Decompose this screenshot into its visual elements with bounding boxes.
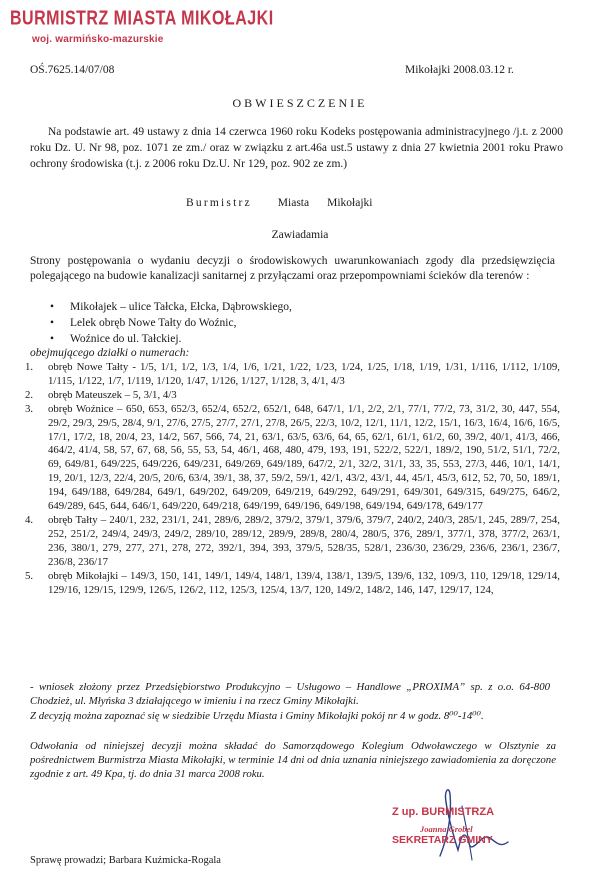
list-number: 4. bbox=[25, 513, 34, 526]
list-number: 2. bbox=[25, 388, 34, 401]
office-stamp-title: BURMISTRZ MIASTA MIKOŁAJKI bbox=[10, 8, 274, 30]
list-item bbox=[20, 389, 560, 403]
plots-list bbox=[20, 361, 560, 597]
list-item bbox=[20, 570, 560, 598]
plot-text: obręb Nowe Tałty - 1/5, 1/1, 1/2, 1/3, 1/4, 1/6, 1/21, 1/22, 1/23, 1/24, 1/25, 1/18, 1/19, 1/31, 1/116, 1/112, 1/109, 1/115, 1/122, 1/7, 1/119, 1/120, 1/47, 1/126, 1/127, 1/128, 3, 4/1, 4/3 bbox=[48, 361, 560, 387]
signature-stamp-name: Joanna Grobel bbox=[420, 824, 473, 834]
plot-text: obręb Mikołajki – 149/3, 150, 141, 149/1, 149/4, 148/1, 139/4, 138/1, 139/5, 139/6, 132, 109/3, 110, 129/18, 129/14, 129/16, 129/15, 129/9, 126/5, 126/2, 112, 125/3, 125/4, 13/7, 120, 149/2, 148/2, 146, 147, 129/17, 124, bbox=[48, 569, 560, 596]
reference-number: OŚ.7625.14/07/08 bbox=[30, 64, 115, 76]
issuer-word-miasta: Miasta bbox=[277, 197, 310, 209]
application-note: - wniosek złożony przez Przedsiębiorstwo Produkcyjno – Usługowo – Handlowe „PROXIMA” sp. z o.o. 64-800 Chodzież, ul. Młyńska 3 działającego w imieniu i na rzecz Gminy Mikołajki. bbox=[30, 681, 550, 707]
list-number: 1. bbox=[25, 361, 34, 373]
issuer-word-burmistrz: Burmistrz bbox=[186, 197, 252, 209]
list-item: • Woźnice do ul. Tałckiej. bbox=[52, 331, 292, 347]
legal-basis-paragraph: Na podstawie art. 49 ustawy z dnia 14 czerwca 1960 roku Kodeks postępowania administracyjnego /j.t. z 2000 roku Dz. U. Nr 98, poz. 1071 ze zm./ oraz w związku z art.46a ust.5 ustawy z dnia 27 kwietnia 2001 roku Prawo ochrony środowiska (t.j. z 2006 roku Dz.U. Nr 129, poz. 902 ze zm.) bbox=[30, 126, 563, 170]
clerk-line: Sprawę prowadzi; Barbara Kuźmicka-Rogala bbox=[30, 855, 221, 866]
plots-intro: obejmującego działki o numerach: bbox=[30, 347, 190, 359]
issuer-word-mikolajki: Mikołajki bbox=[327, 197, 373, 209]
appeal-note: Odwołania od niniejszej decyzji można składać do Samorządowego Kolegium Odwoławczego w Olsztynie za pośrednictwem Burmistrza Miasta Mikołajki, w terminie 14 dni od dnia uznania niniejszego zawiadomienia za doręczone zgodnie z art. 49 Kpa, tj. do dnia 31 marca 2008 roku. bbox=[30, 740, 556, 780]
list-item bbox=[20, 361, 560, 389]
areas-list bbox=[52, 299, 292, 347]
list-item bbox=[20, 403, 560, 514]
plot-text: obręb Mateuszek – 5, 3/1, 4/3 bbox=[48, 388, 177, 401]
office-stamp-region: woj. warmińsko-mazurskie bbox=[32, 34, 164, 45]
parties-paragraph: Strony postępowania o wydaniu decyzji o środowiskowych uwarunkowaniach zgody dla przedsięwzięcia polegającego na budowie kanalizacji sanitarnej z przyłączami oraz przepompowniami ścieków dla terenów : bbox=[30, 255, 555, 282]
signature-stamp bbox=[380, 806, 494, 846]
list-number: 3. bbox=[25, 402, 34, 415]
place-and-date: Mikołajki 2008.03.12 r. bbox=[405, 64, 514, 76]
plot-text: obręb Tałty – 240/1, 232, 231/1, 241, 289/6, 289/2, 379/2, 379/1, 379/6, 379/7, 240/2, 240/3, 285/1, 245, 289/7, 254, 252, 251/2, 249/4, 249/3, 249/2, 289/10, 289/12, 289/9, 289/8, 280/4, 280/5, 376, 289/1, 377/1, 378, 377/2, 263/1, 236, 380/1, 279, 277, 271, 278, 272, 392/1, 394, 393, 379/5, 528/35, 528/1, 236/30, 236/29, 236/6, 236/1, 236/7, 236/8, 236/17 bbox=[48, 513, 560, 568]
notice-word: Zawiadamia bbox=[271, 229, 329, 241]
issuer-line bbox=[186, 197, 372, 209]
plot-text: obręb Woźnice – 650, 653, 652/3, 652/4, 652/2, 652/1, 648, 647/1, 1/1, 2/2, 2/1, 77/1, 77/2, 73, 31/2, 30, 447, 554, 29/2, 29/3, 29/5, 28/4, 9/1, 27/6, 27/5, 27/7, 27/1, 27/8, 26/5, 22/3, 10/2, 12/1, 11/1, 12/2, 15/1, 16/3, 16/4, 16/6, 16/5, 17/1, 17/2, 18, 20/4, 23, 14/2, 567, 566, 74, 21, 63/1, 63/5, 63/6, 64, 65, 62/1, 61/1, 61/2, 60, 39/2, 40/1, 41/3, 466, 464/2, 41/4, 58, 57, 67, 68, 56, 55, 53, 54, 46/1, 468, 480, 479, 193, 191, 522/2, 522/1, 189/2, 190, 51/2, 51/1, 72/2, 69, 649/81, 649/225, 649/226, 649/231, 649/269, 649/189, 647/2, 2/1, 32/2, 31/1, 33, 35, 553, 27/3, 446, 10/1, 14/1, 19, 20/1, 12/3, 22/4, 20/5, 20/6, 63/4, 39/1, 38, 37, 59/2, 59/1, 42/1, 43/2, 43/1, 44, 45/1, 45/3, 612, 52, 70, 50, 189/1, 194, 649/188, 649/284, 649/1, 649/202, 649/209, 649/219, 649/292, 649/291, 649/301, 649/315, 649/275, 646/2, 649/289, 645, 644, 646/1, 649/220, 649/218, 649/199, 649/196, 649/198, 649/194, 649/178, 649/177 bbox=[48, 402, 560, 513]
signature-stamp-position: SEKRETARZ GMINY bbox=[392, 834, 493, 846]
viewing-note: Z decyzją można zapoznać się w siedzibie Urzędu Miasta i Gminy Mikołajki pokój nr 4 w godz. 8⁰⁰-14⁰⁰. bbox=[30, 710, 484, 722]
list-item bbox=[20, 514, 560, 570]
document-title: OBWIESZCZENIE bbox=[232, 96, 368, 110]
list-number: 5. bbox=[25, 569, 34, 582]
signature-stamp-authority: Z up. BURMISTRZA bbox=[392, 806, 495, 818]
list-item: • Mikołajek – ulice Tałcka, Ełcka, Dąbrowskiego, bbox=[52, 299, 292, 315]
office-stamp bbox=[10, 8, 274, 45]
list-item: • Lelek obręb Nowe Tałty do Woźnic, bbox=[52, 315, 292, 331]
